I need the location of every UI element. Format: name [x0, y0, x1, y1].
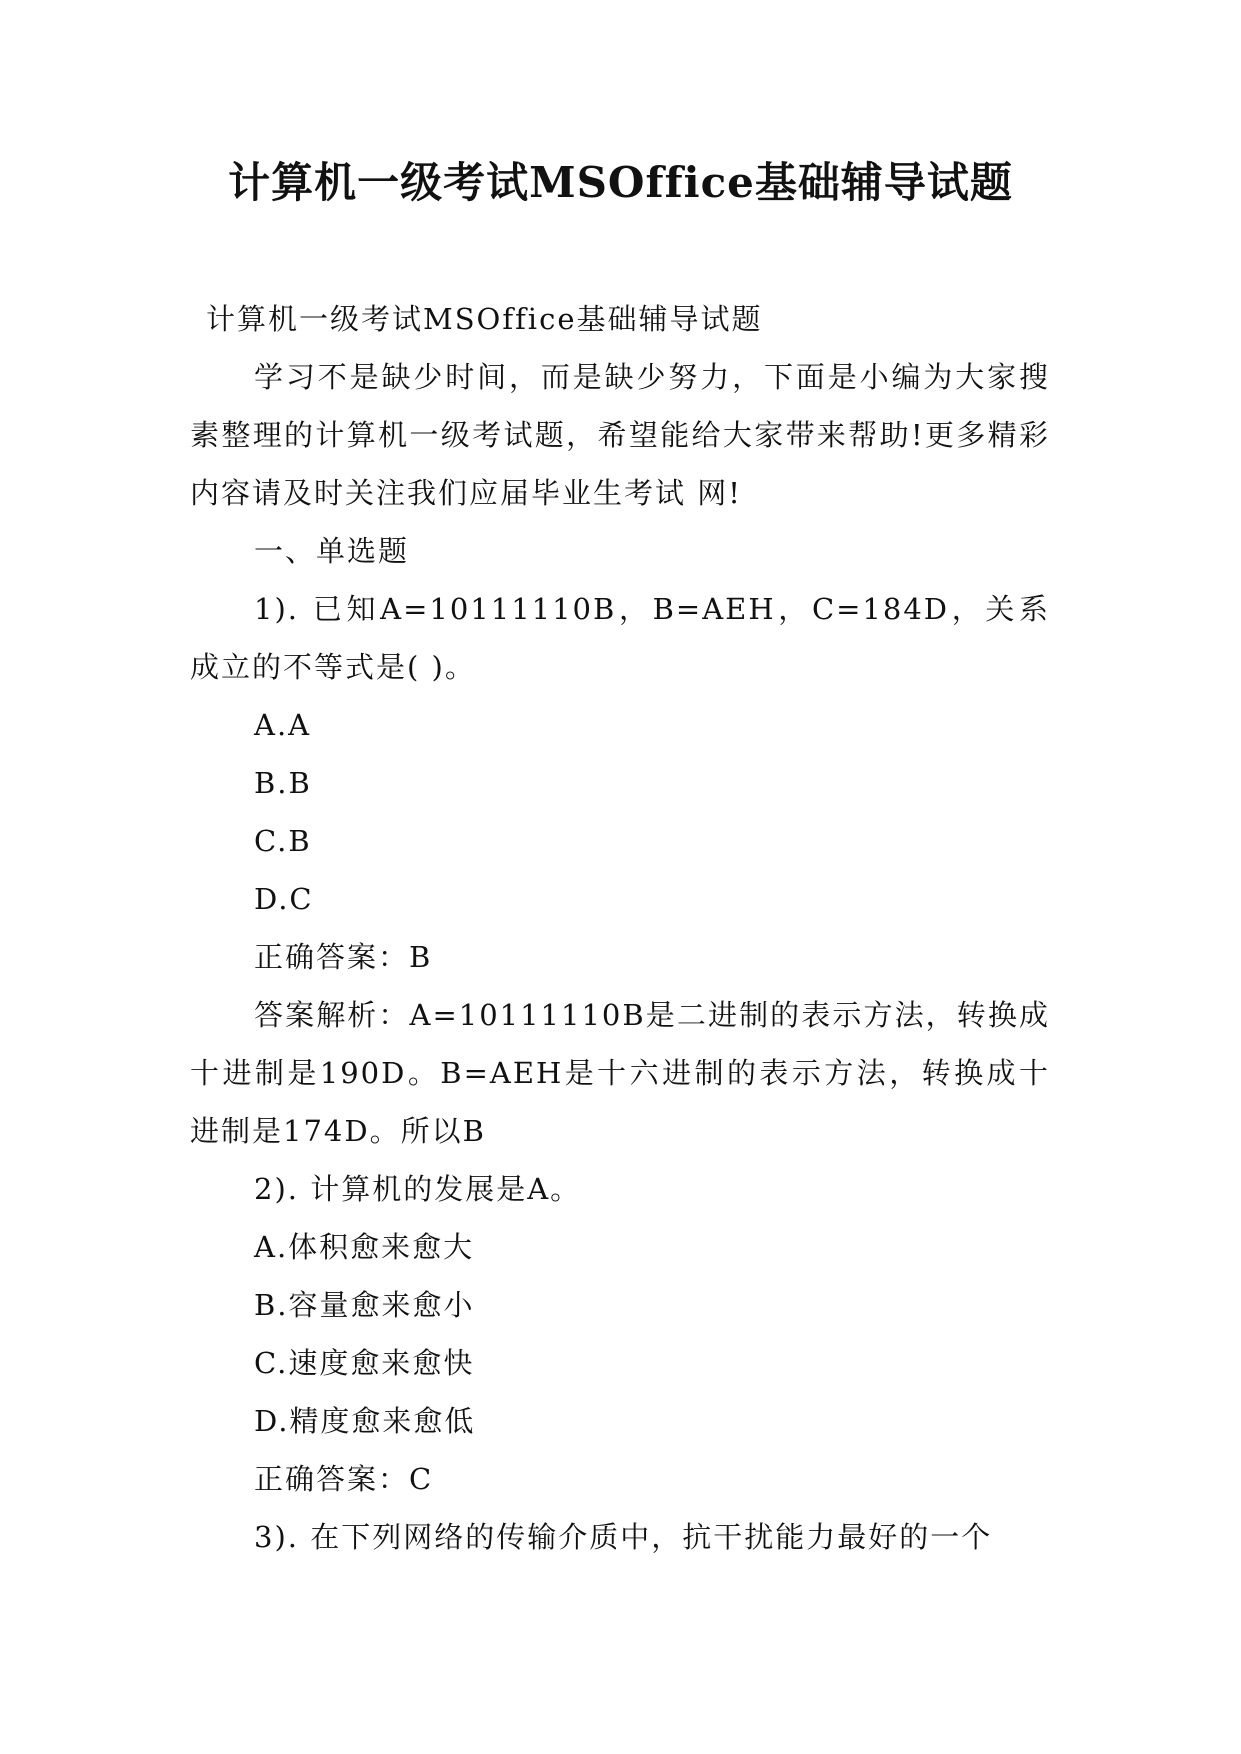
question-1-option-a: A.A	[254, 708, 312, 742]
document-body	[190, 290, 1050, 1566]
question-2-option-d: D.精度愈来愈低	[254, 1404, 476, 1438]
question-3-stem: 3). 在下列网络的传输介质中，抗干扰能力最好的一个	[254, 1520, 993, 1554]
question-1-option-b: B.B	[254, 766, 312, 800]
question-1-stem: 1). 已知A=10111110B，B=AEH，C=184D，关系成立的不等式是( )。	[190, 592, 1050, 684]
document-subtitle: 计算机一级考试MSOffice基础辅导试题	[206, 302, 763, 336]
question-1-answer: 正确答案：B	[254, 940, 433, 974]
question-2-option-c: C.速度愈来愈快	[254, 1346, 475, 1380]
question-1-option-c: C.B	[254, 824, 312, 858]
document-title: 计算机一级考试MSOffice基础辅导试题	[228, 158, 1013, 207]
section-heading: 一、单选题	[254, 534, 410, 568]
question-2-option-a: A.体积愈来愈大	[254, 1230, 475, 1264]
question-2-answer: 正确答案：C	[254, 1462, 434, 1496]
question-1-option-d: D.C	[254, 882, 314, 916]
question-2-stem: 2). 计算机的发展是A。	[254, 1172, 582, 1206]
question-1-explanation: 答案解析：A=10111110B是二进制的表示方法，转换成十进制是190D。B=AEH是十六进制的表示方法，转换成十进制是174D。所以B	[190, 998, 1050, 1148]
intro-paragraph: 学习不是缺少时间，而是缺少努力，下面是小编为大家搜素整理的计算机一级考试题，希望能给大家带来帮助!更多精彩内容请及时关注我们应届毕业生考试 网!	[190, 360, 1050, 510]
question-2-option-b: B.容量愈来愈小	[254, 1288, 475, 1322]
